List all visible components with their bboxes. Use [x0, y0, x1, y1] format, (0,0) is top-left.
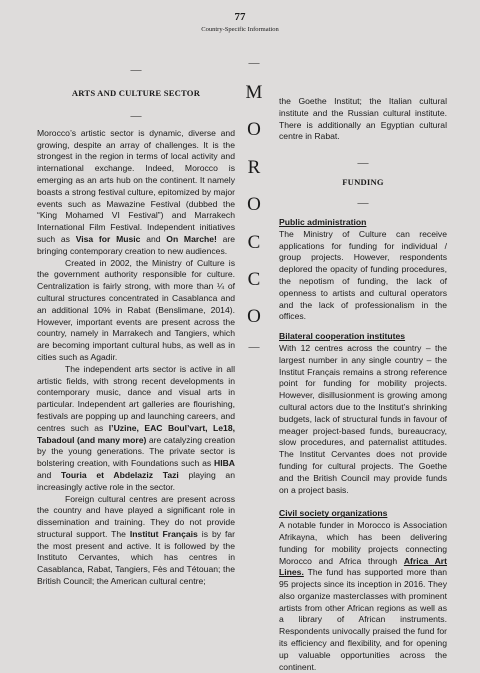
right-column	[279, 64, 447, 673]
paragraph-text: is by far the most present and active. It is followed by the Instituto Cervantes, which has centres in Casablanca, Rabat, Tangiers, Fès and Tétouan; the British Council; the American cultural centre;	[37, 528, 236, 587]
paragraph-text: are bringing contemporary creation to new audiences.	[37, 233, 236, 256]
left-column	[37, 64, 235, 588]
vertical-letter: C	[247, 231, 261, 253]
paragraph-text: The independent arts sector is active in all artistic fields, with strong recent developments in contemporary music, dance and visual arts in particular. Independent art galleries are flourishing, festivals are popping up and launching careers, and centres such as	[37, 363, 235, 433]
section-dash: —	[357, 157, 369, 170]
section-dash: —	[130, 64, 142, 76]
paragraph-text: and	[37, 469, 52, 480]
paragraph-text: Morocco’s artistic sector is dynamic, diverse and growing, despite an array of challenges. It is the strongest in the region in terms of local activity and international exchange. Indeed, Morocco is emerging as an arts hub on the continent. It namely boasts a strong festival culture, epitomized by major events such as Mawazine Festival (dubbed the “King Mohamed VI Festival”) and Marrakech International Film Festival.	[37, 127, 235, 233]
public-administration-heading: Public administration	[279, 216, 367, 227]
section-dash: —	[357, 196, 369, 209]
paragraph-text: playing an increasingly active role in the sector.	[37, 469, 235, 492]
institut-francais: Institut Français	[129, 528, 198, 539]
vertical-letter: C	[247, 268, 261, 290]
paragraph	[37, 494, 235, 588]
vertical-letter: R	[247, 156, 261, 178]
vertical-letter: O	[247, 194, 261, 216]
paragraph-text: Independent initiatives such as	[37, 222, 235, 244]
vertical-dash: —	[248, 57, 260, 69]
page-number: 77	[234, 11, 246, 23]
paragraph-text: A notable funder in Morocco is Association Afrikayna, which has been delivering funding for mobility projects connecting Morocco and Africa through	[279, 520, 447, 566]
paragraph	[37, 128, 235, 258]
paragraph-text: are catalyzing creation by the young generations. The private sector is bolstering creation, with Foundations such as	[37, 434, 236, 469]
paragraph	[279, 520, 447, 673]
vertical-letter: O	[247, 119, 261, 141]
section-dash: —	[130, 109, 142, 122]
visa-for-music: Visa for Music	[75, 233, 141, 244]
paragraph: the Goethe Institut; the Italian cultural institute and the Russian cultural institute. There is additionally an Egyptian cultural centre in Rabat.	[279, 96, 447, 142]
arts-culture-heading: ARTS AND CULTURE SECTOR	[71, 88, 201, 98]
centres-list: l’Uzine, EAC Boul’vart, Le18, Tabadoul (and many more)	[37, 422, 236, 445]
bilateral-cooperation-heading: Bilateral cooperation institutes	[279, 331, 406, 342]
vertical-dash: —	[248, 340, 260, 353]
paragraph	[37, 364, 235, 494]
paragraph: The Ministry of Culture can receive applications for funding for individual / group projects. However, respondents deplored the opacity of funding procedures, the nepotism of funding, the lack of openness to artists and cultural operators and the lack of professionalism in the offices.	[279, 228, 447, 322]
funding-heading: FUNDING	[342, 177, 384, 188]
vertical-country-title	[240, 52, 268, 358]
paragraph-text: and	[146, 233, 161, 244]
paragraph: Created in 2002, the Ministry of Culture is the government authority responsible for culture. Centralization is fairly strong, with more than ¼ of cultural structures concentrated in Casablanca and an additional 10% in Rabat (Benslimane, 2014). However, important events are present across the country, namely in Marrakech and Tangiers, which are becoming important cultural hubs, as well as in cities such as Agadir.	[37, 257, 235, 362]
vertical-letter: O	[247, 306, 261, 328]
running-title: Country-Specific Information	[201, 26, 279, 33]
paragraph: With 12 centres across the country – the largest number in any single country – the Institut Français remains a strong reference point for funding for mobility projects. However, disillusionment is growing among cultural actors due to the Institut’s shrinking budgets, lack of structural funds in favour of meager project-based funds, bureaucracy, slow procedures, and paternalist attitudes. The Institut Cervantes does not provide funding for cultural projects. The Goethe and the British Council may provide funds on a project basis.	[279, 342, 447, 495]
on-marche: On Marche!	[166, 233, 217, 244]
touria-tazi: Touria et Abdelaziz Tazi	[61, 469, 179, 480]
africa-art-lines-link[interactable]: Africa Art Lines.	[279, 555, 448, 578]
vertical-letter: M	[245, 82, 263, 103]
hiba: HIBA	[213, 458, 235, 469]
civil-society-heading: Civil society organizations	[279, 508, 388, 519]
paragraph-text: Foreign cultural centres are present across the country and have played a significant role in dissemination and training. They do not provide structural support. The	[37, 493, 235, 539]
paragraph-text: The fund has supported more than 95 projects since its inception in 2016. They also organize masterclasses with prominent artists from other African regions as well as a library of African instruments. Respondents univocally praised the fund for its efficiency and flexibility, and for opening up valuable opportunities across the continent.	[279, 567, 448, 672]
